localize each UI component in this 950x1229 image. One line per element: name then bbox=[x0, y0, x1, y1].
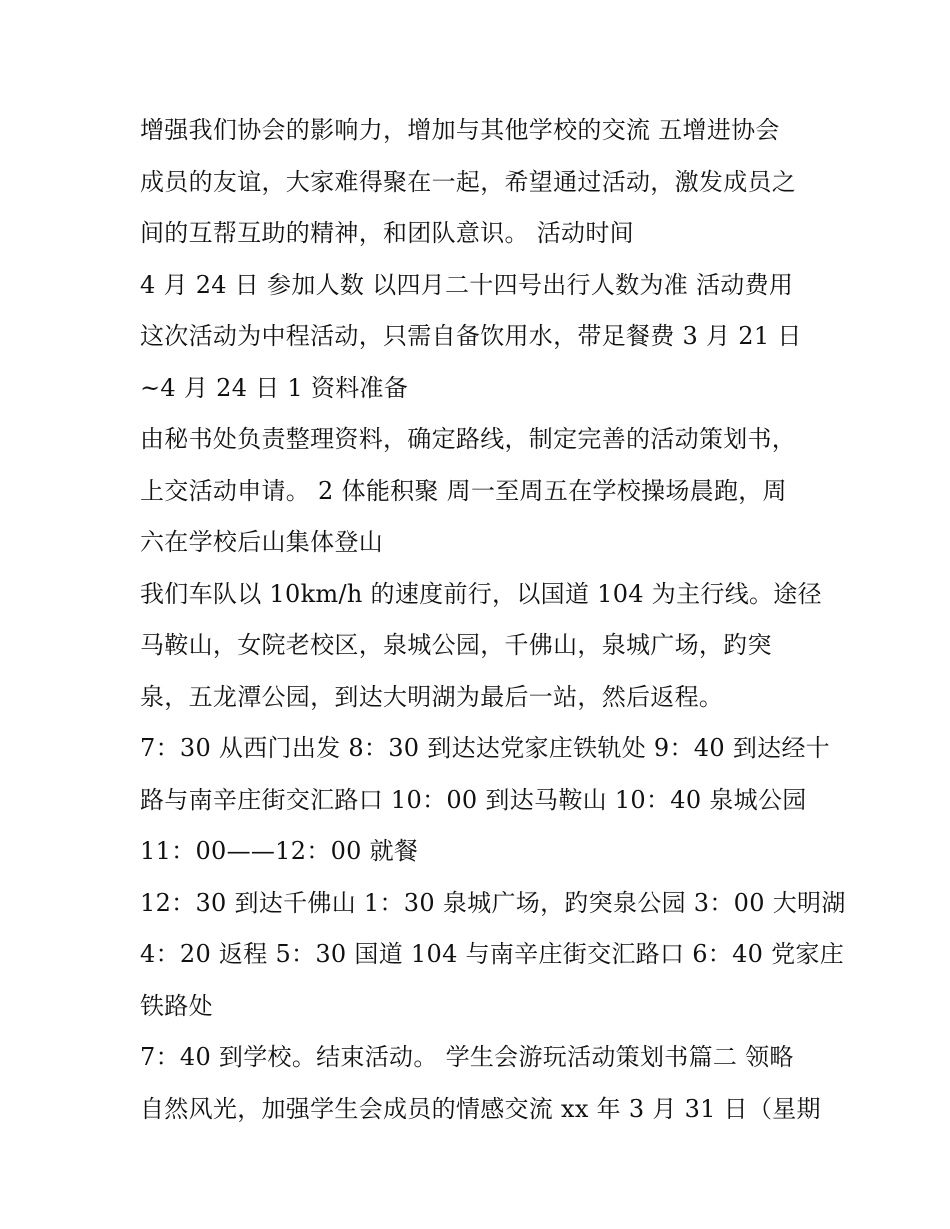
text-line-7: 由秘书处负责整理资料，确定路线，制定完善的活动策划书， bbox=[140, 425, 797, 453]
text-line-12: 泉，五龙潭公园，到达大明湖为最后一站，然后返程。 bbox=[140, 682, 724, 711]
text-line-16: 12：30 到达千佛山 1：30 泉城广场，趵突泉公园 3：00 大明湖 bbox=[140, 888, 846, 917]
text-line-13: 7：30 从西门出发 8：30 到达达党家庄铁轨处 9：40 到达经十 bbox=[140, 734, 831, 762]
text-line-14: 路与南辛庄街交汇路口 10：00 到达马鞍山 10：40 泉城公园 bbox=[140, 785, 807, 814]
text-line-19: 7：40 到学校。结束活动。 学生会游玩活动策划书篇二 领略 bbox=[140, 1043, 794, 1071]
text-line-1: 增强我们协会的影响力，增加与其他学校的交流 五增进协会 bbox=[140, 116, 780, 144]
text-line-5: 这次活动为中程活动，只需自备饮用水，带足餐费 3 月 21 日 bbox=[140, 322, 802, 350]
text-line-4: 4 月 24 日 参加人数 以四月二十四号出行人数为准 活动费用 bbox=[140, 270, 794, 299]
text-line-3: 间的互帮互助的精神，和团队意识。 活动时间 bbox=[140, 219, 634, 247]
text-line-9: 六在学校后山集体登山 bbox=[140, 528, 383, 556]
text-line-6: ~4 月 24 日 1 资料准备 bbox=[140, 373, 409, 402]
text-line-18: 铁路处 bbox=[140, 991, 213, 1020]
text-line-2: 成员的友谊，大家难得聚在一起，希望通过活动，激发成员之 bbox=[140, 167, 797, 196]
text-line-15: 11：00——12：00 就餐 bbox=[140, 837, 419, 865]
text-line-8: 上交活动申请。 2 体能积聚 周一至周五在学校操场晨跑，周 bbox=[140, 476, 787, 505]
text-line-10: 我们车队以 10km/h 的速度前行，以国道 104 为主行线。途径 bbox=[140, 579, 822, 608]
body-text bbox=[140, 105, 846, 1135]
text-line-11: 马鞍山，女院老校区，泉城公园，千佛山，泉城广场，趵突 bbox=[140, 631, 772, 659]
text-line-20: 自然风光，加强学生会成员的情感交流 xx 年 3 月 31 日（星期 bbox=[140, 1094, 821, 1123]
text-line-17: 4：20 返程 5：30 国道 104 与南辛庄街交汇路口 6：40 党家庄 bbox=[140, 940, 845, 968]
